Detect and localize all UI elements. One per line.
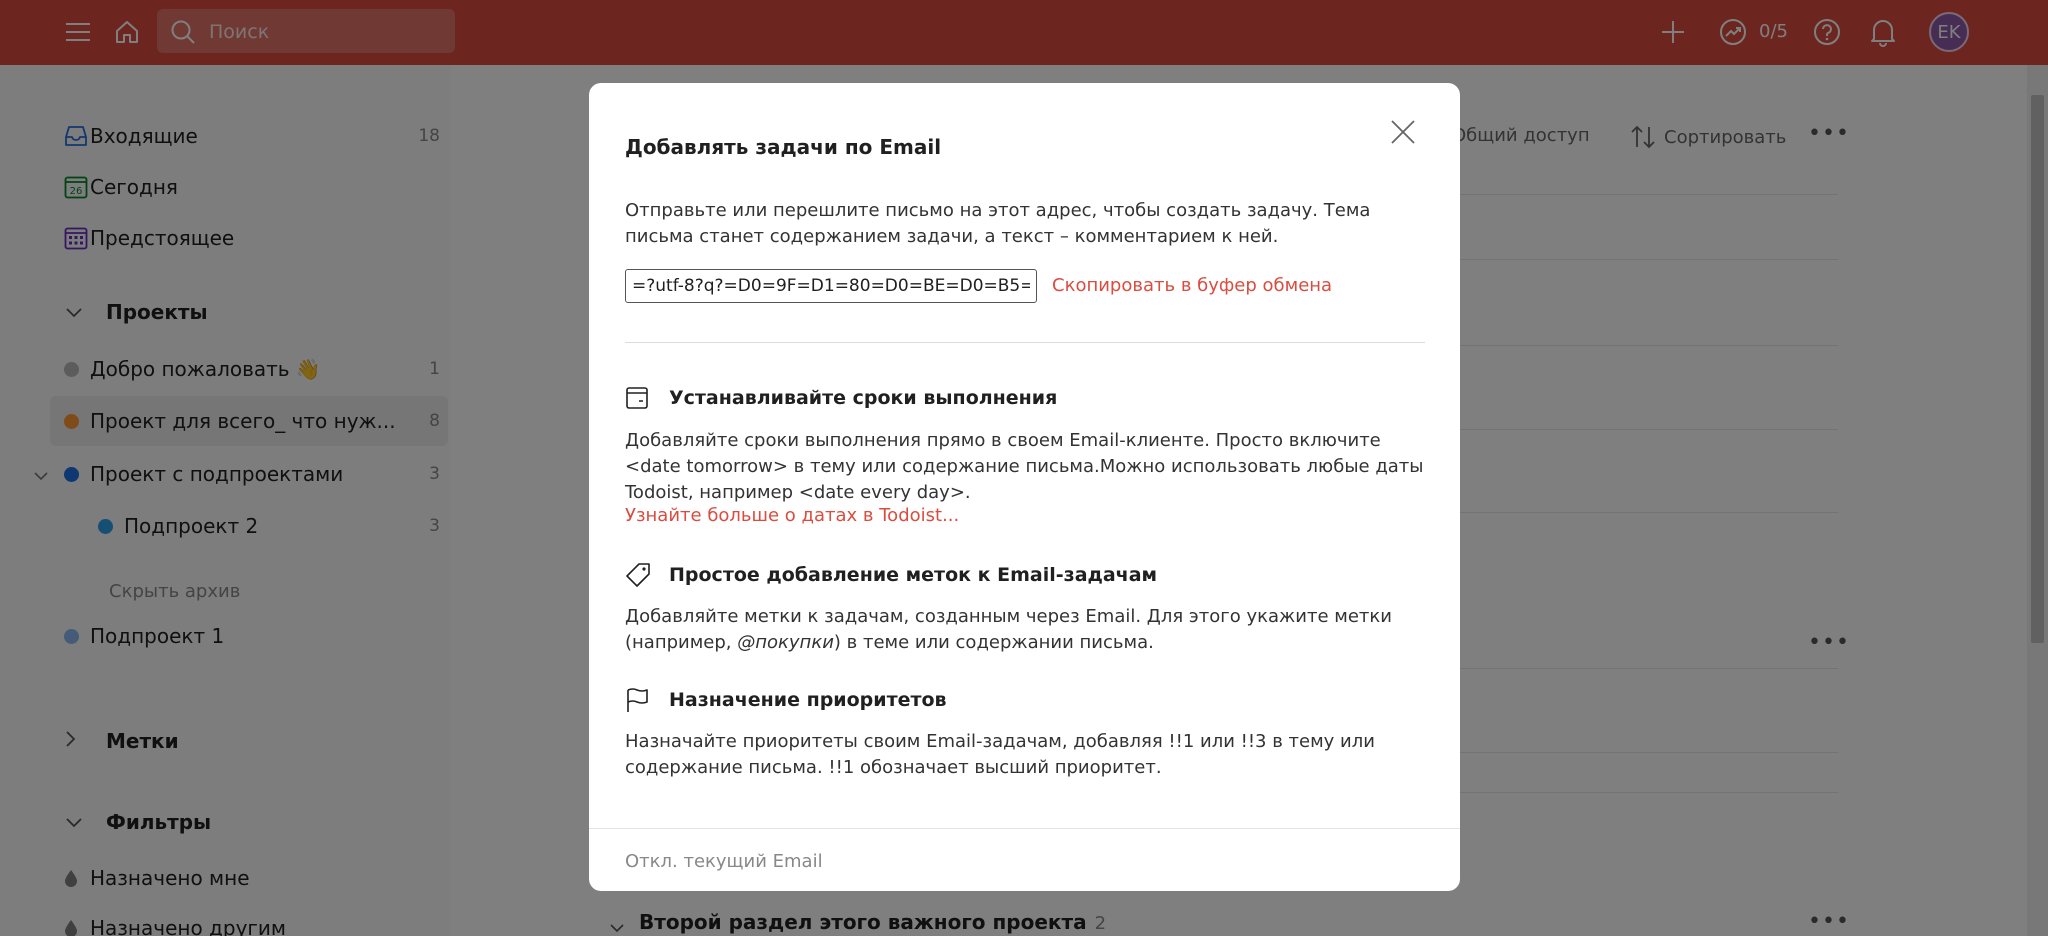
flag-icon	[625, 687, 669, 713]
dialog-title: Добавлять задачи по Email	[625, 135, 942, 159]
footer-divider	[589, 828, 1460, 829]
feature-labels-text: Добавляйте метки к задачам, созданным через Email. Для этого укажите метки (например, @покупки) в теме или содержании письма.	[625, 606, 1392, 653]
copy-to-clipboard-link[interactable]: Скопировать в буфер обмена	[1052, 275, 1333, 296]
feature-due-dates-text: Добавляйте сроки выполнения прямо в своем Email-клиенте. Просто включите <date tomorrow> в тему или содержание письма.Можно использовать любые даты Todoist, например <date every day>.	[625, 430, 1424, 503]
email-tasks-dialog	[589, 83, 1460, 891]
feature-priorities-text: Назначайте приоритеты своим Email-задачам, добавляя !!1 или !!3 в тему или содержание письма. !!1 обозначает высший приоритет.	[625, 731, 1375, 778]
feature-title-text: Устанавливайте сроки выполнения	[669, 387, 1058, 409]
feature-labels-title	[625, 562, 1157, 588]
tag-icon	[625, 562, 669, 588]
disable-current-email-button[interactable]: Откл. текущий Email	[625, 851, 823, 872]
close-icon[interactable]	[1386, 115, 1420, 149]
calendar-icon	[625, 386, 669, 410]
feature-title-text: Назначение приоритетов	[669, 689, 947, 711]
email-address-field[interactable]	[625, 269, 1037, 303]
feature-title-text: Простое добавление меток к Email-задачам	[669, 564, 1158, 586]
divider	[625, 342, 1425, 343]
learn-more-dates-link[interactable]: Узнайте больше о датах в Todoist...	[625, 505, 960, 526]
feature-priorities-title	[625, 687, 947, 713]
dialog-intro-text: Отправьте или перешлите письмо на этот адрес, чтобы создать задачу. Тема письма станет содержанием задачи, а текст – комментарием к ней.	[625, 200, 1371, 247]
feature-due-dates-title	[625, 386, 1057, 410]
